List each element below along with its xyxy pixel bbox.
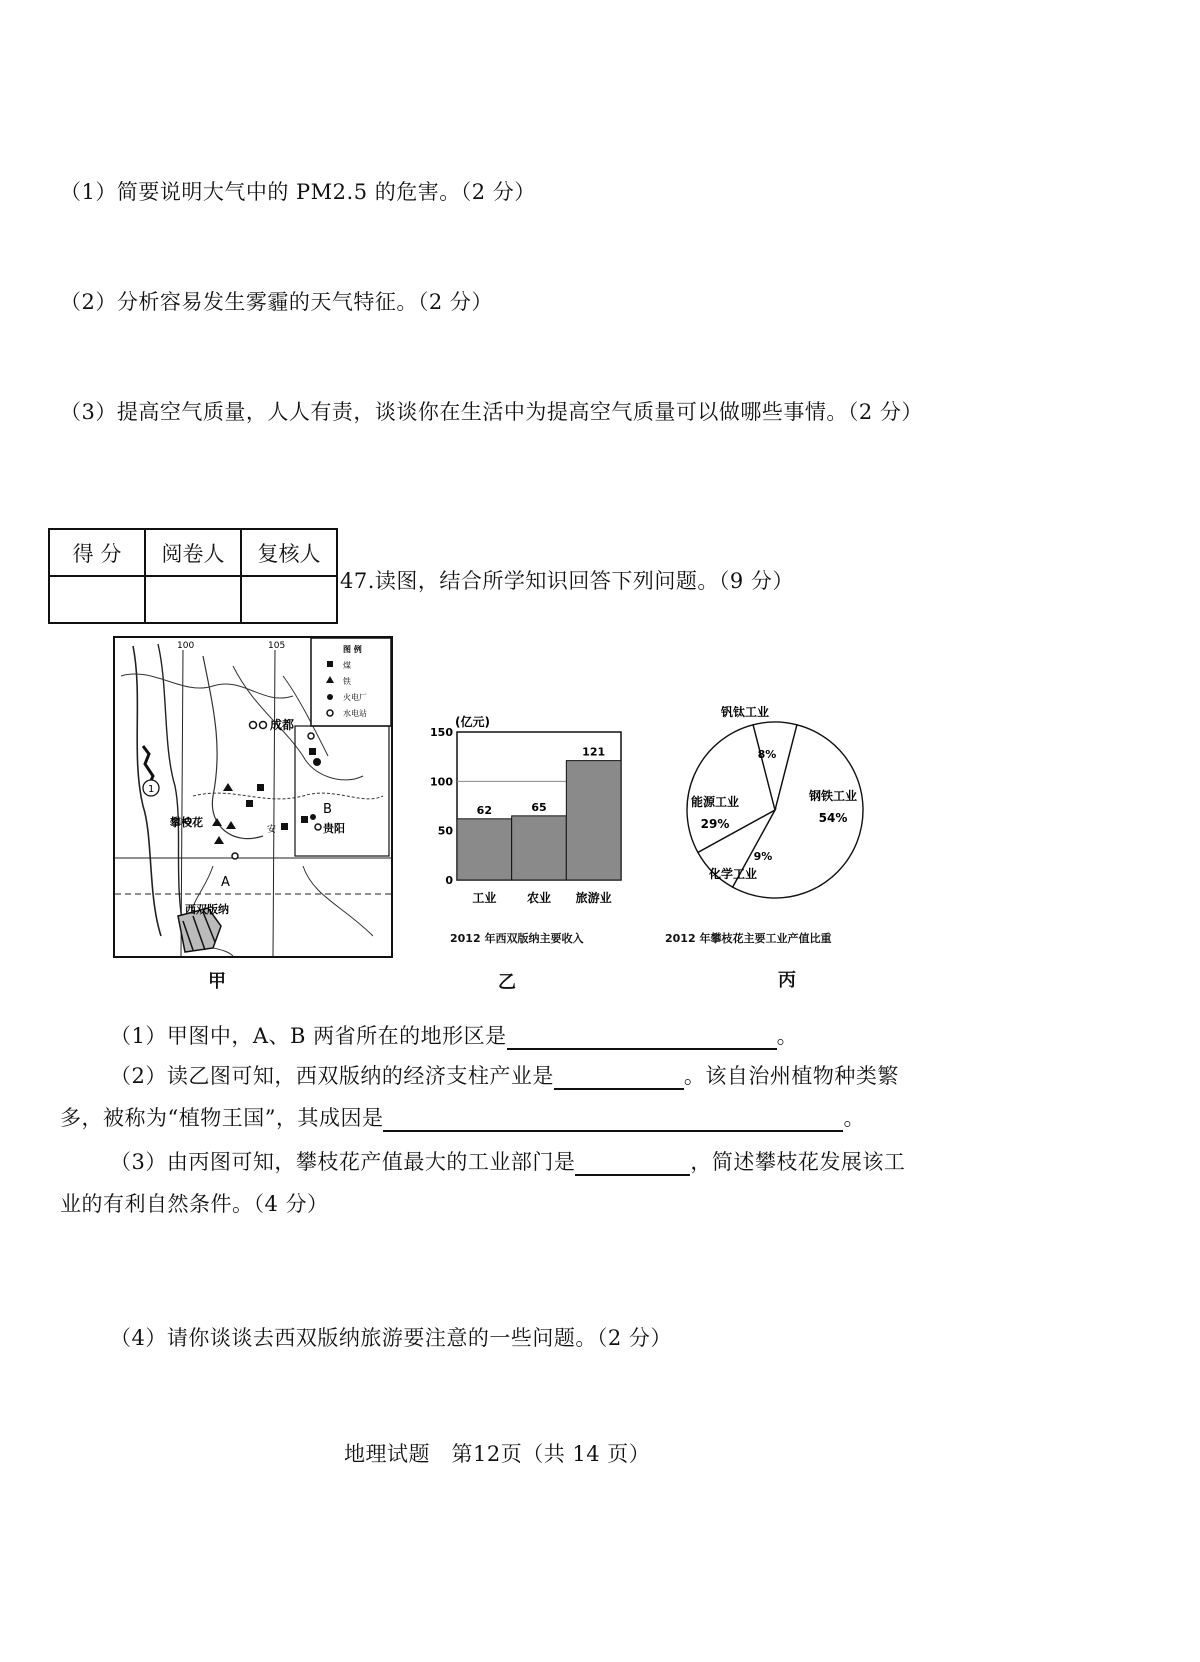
place-circle-1: 1 (148, 784, 155, 795)
pie-slice-name-0: 钢铁工业 (808, 789, 858, 803)
q47-s3-text-2: ，简述攀枝花发展该工 (690, 1150, 906, 1174)
q47-title: 47.读图，结合所学知识回答下列问题。（9 分） (340, 569, 794, 593)
q47-s3-answer-blank[interactable] (575, 1152, 690, 1176)
q47-s1-text: （1）甲图中，A、B 两省所在的地形区是 (110, 1024, 507, 1048)
pie-slice-value-1: 9% (753, 850, 773, 863)
place-guiyang: 贵阳 (323, 822, 345, 835)
legend-title: 图 例 (343, 645, 362, 654)
bar-y-unit: (亿元) (455, 715, 490, 729)
bar-chart-label: 乙 (498, 972, 516, 993)
bar-category-label-0: 工业 (472, 891, 497, 905)
q47-s1-end: 。 (776, 1024, 799, 1048)
q47-s2-cont (60, 1102, 865, 1132)
legend-thermal-label: 火电厂 (343, 693, 367, 702)
place-b: B (323, 802, 332, 817)
bar-1 (512, 816, 567, 880)
q47-s2-answer-blank-2[interactable] (383, 1108, 843, 1132)
q46-part1: （1）简要说明大气中的 PM2.5 的危害。（2 分） (60, 180, 536, 204)
q47-s2 (110, 1060, 899, 1090)
score-table (48, 528, 338, 624)
place-an: 安 (267, 825, 277, 835)
q47-s2-text-3: 多，被称为“植物王国”，其成因是 (60, 1106, 384, 1130)
pie-chart (680, 706, 890, 906)
pie-slice-value-2: 29% (700, 817, 730, 831)
pie-slice-name-1: 化学工业 (708, 867, 758, 881)
legend-coal-label: 煤 (343, 661, 351, 670)
pie-slice-name-2: 能源工业 (690, 795, 740, 809)
reviewer-cell[interactable] (241, 576, 337, 623)
bar-y-tick-1: 50 (437, 824, 453, 838)
pie-slice-value-3: 8% (757, 748, 777, 761)
legend-hydro-symbol (327, 710, 333, 716)
place-a: A (221, 875, 230, 890)
place-xishuangbanna: 西双版纳 (185, 903, 229, 916)
bar-2 (566, 761, 621, 880)
bar-value-label-0: 62 (476, 803, 492, 817)
q47-s2-text-2: 。该自治州植物种类繁 (683, 1064, 899, 1088)
bar-0 (457, 819, 512, 880)
bar-category-label-1: 农业 (526, 891, 552, 905)
q46-part3: （3）提高空气质量，人人有责，谈谈你在生活中为提高空气质量可以做哪些事情。（2 分） (60, 400, 923, 424)
pie-chart-label: 丙 (778, 970, 796, 991)
q47-s3-text: （3）由丙图可知，攀枝花产值最大的工业部门是 (110, 1150, 576, 1174)
pie-chart-title: 2012 年攀枝花主要工业产值比重 (665, 932, 832, 945)
q47-s1-answer-blank[interactable] (507, 1026, 777, 1050)
pie-slice-value-0: 54% (818, 811, 848, 825)
map-figure (113, 636, 393, 958)
q47-s4: （4）请你谈谈去西双版纳旅游要注意的一些问题。（2 分） (110, 1326, 672, 1350)
q46-part2: （2）分析容易发生雾霾的天气特征。（2 分） (60, 290, 493, 314)
q47-s2-text: （2）读乙图可知，西双版纳的经济支柱产业是 (110, 1064, 554, 1088)
bar-y-tick-0: 0 (445, 874, 453, 887)
q47-s3-cont: 业的有利自然条件。（4 分） (60, 1192, 329, 1216)
grader-header: 阅卷人 (145, 529, 241, 576)
place-chengdu: 成都 (270, 718, 295, 732)
bar-y-tick-2: 100 (430, 775, 453, 789)
q47-s3 (110, 1146, 905, 1176)
map-label: 甲 (208, 971, 226, 992)
lon-label-105: 105 (268, 641, 286, 651)
lon-label-100: 100 (177, 641, 195, 651)
legend-thermal-symbol (327, 694, 333, 700)
place-panzhihua: 攀枝花 (170, 816, 203, 829)
legend-iron-label: 铁 (343, 677, 351, 686)
score-cell[interactable] (49, 576, 145, 623)
q47-s2-end: 。 (843, 1106, 865, 1130)
bar-category-label-2: 旅游业 (575, 891, 612, 905)
q47-s1 (110, 1020, 798, 1050)
page-footer: 地理试题 第12页（共 14 页） (344, 1442, 651, 1466)
legend-hydro-label: 水电站 (343, 709, 367, 718)
legend-coal-symbol (327, 661, 333, 667)
grader-cell[interactable] (145, 576, 241, 623)
pie-slice-name-3: 钒钛工业 (720, 706, 770, 719)
bar-chart-title: 2012 年西双版纳主要收入 (450, 932, 584, 945)
bar-chart (425, 712, 640, 942)
q47-s2-answer-blank-1[interactable] (554, 1066, 684, 1090)
bar-value-label-1: 65 (531, 800, 547, 814)
score-header: 得 分 (49, 529, 145, 576)
bar-y-tick-3: 150 (430, 726, 453, 739)
bar-value-label-2: 121 (582, 745, 606, 759)
reviewer-header: 复核人 (241, 529, 337, 576)
